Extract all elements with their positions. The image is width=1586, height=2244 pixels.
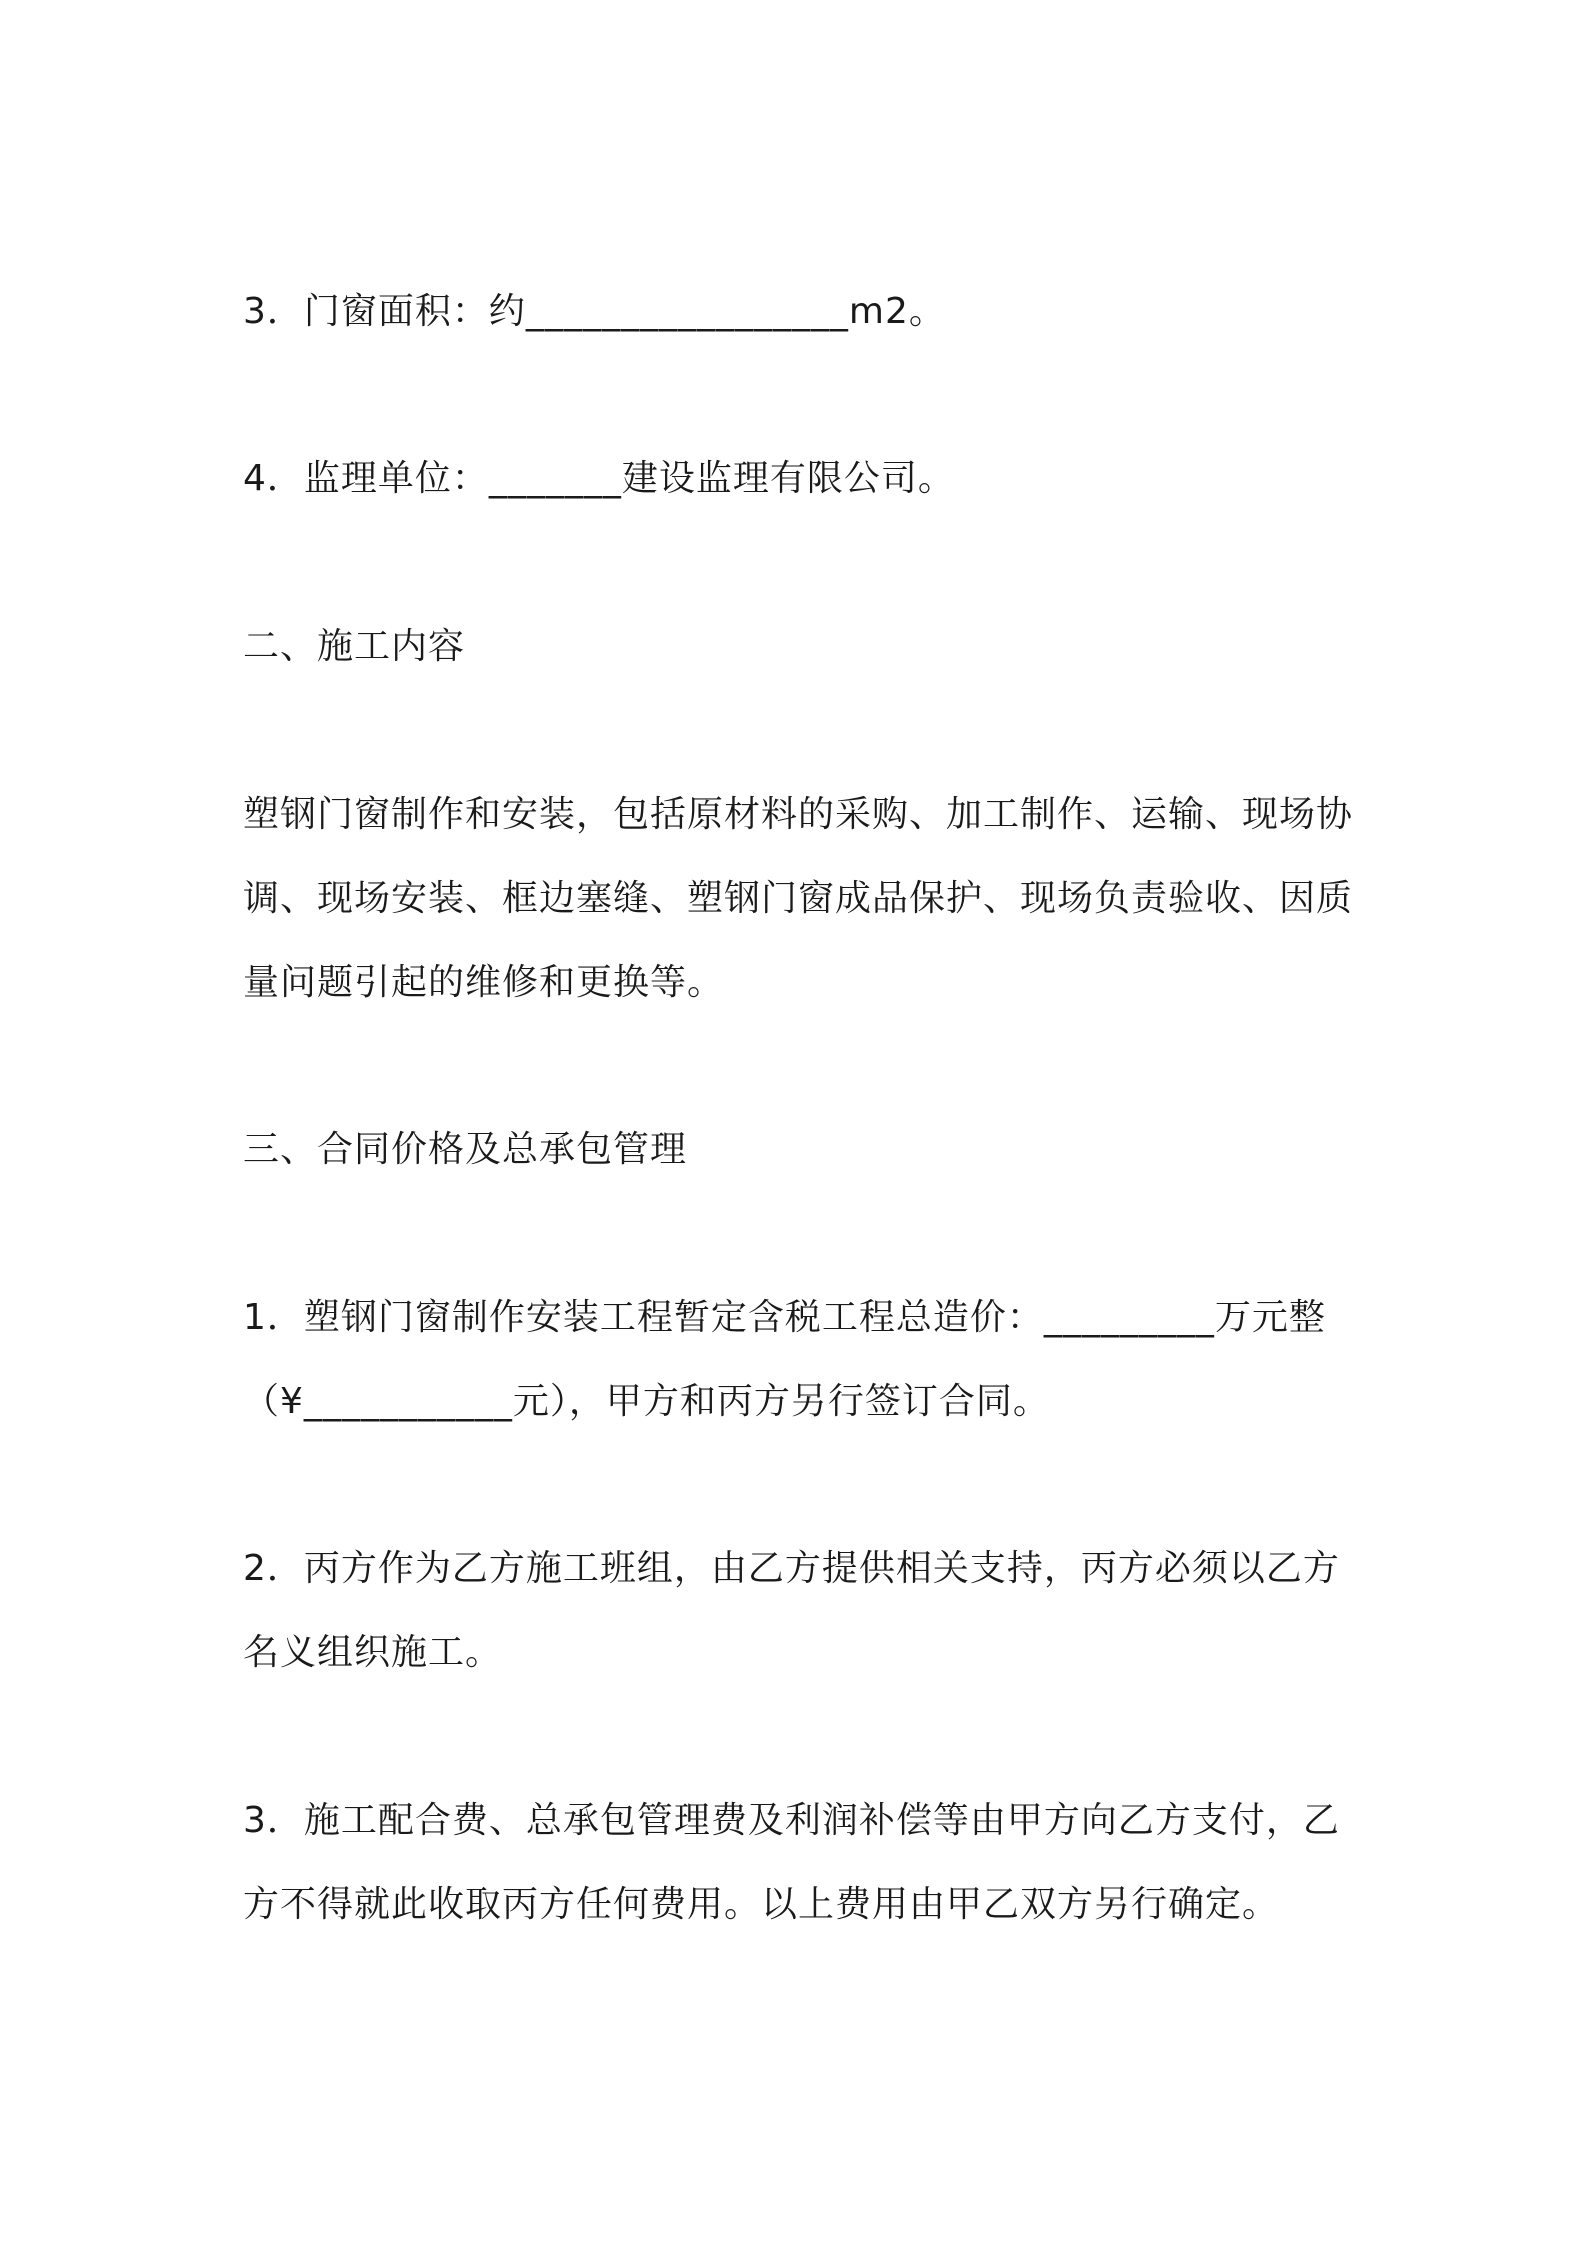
paragraph-window-area: 3．门窗面积：约_________________m2。 [243, 291, 946, 332]
paragraph-construction-team: 2．丙方作为乙方施工班组，由乙方提供相关支持，丙方必须以乙方名义组织施工。 [243, 1548, 1340, 1673]
section-heading-contract-price: 三、合同价格及总承包管理 [243, 1129, 688, 1170]
paragraph-supervision-unit: 4．监理单位：_______建设监理有限公司。 [243, 458, 955, 499]
paragraph-fees: 3．施工配合费、总承包管理费及利润补偿等由甲方向乙方支付，乙方不得就此收取丙方任何费用。以上费用由甲乙双方另行确定。 [243, 1800, 1340, 1925]
paragraph-construction-scope: 塑钢门窗制作和安装，包括原材料的采购、加工制作、运输、现场协调、现场安装、框边塞缝、塑钢门窗成品保护、现场负责验收、因质量问题引起的维修和更换等。 [243, 794, 1354, 1003]
paragraph-total-cost: 1．塑钢门窗制作安装工程暂定含税工程总造价：_________万元整（¥___________元），甲方和丙方另行签订合同。 [243, 1297, 1326, 1422]
section-heading-construction-content: 二、施工内容 [243, 626, 466, 667]
